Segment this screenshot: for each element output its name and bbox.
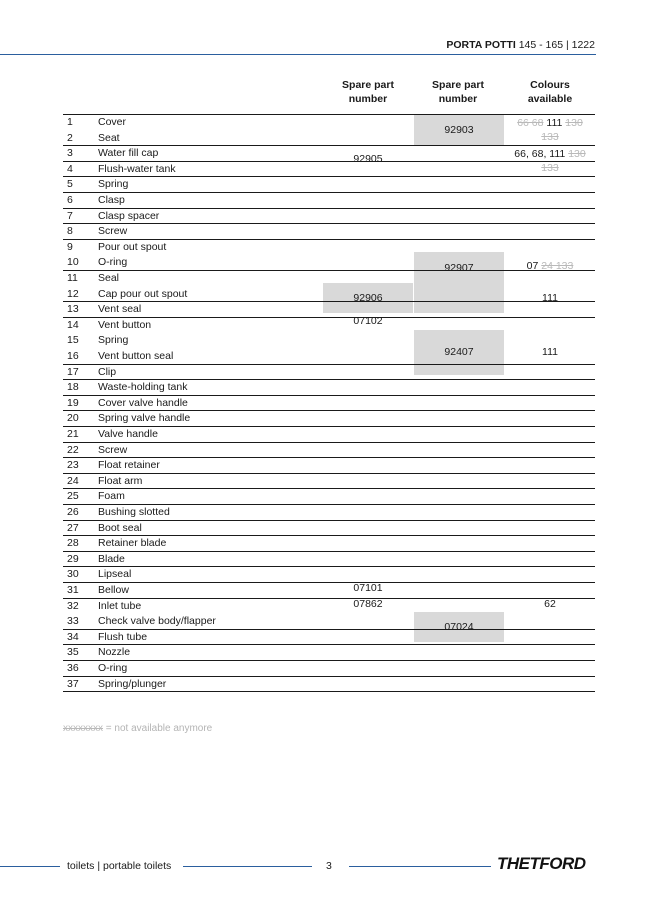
- table-row: [63, 505, 595, 521]
- part-name: Float arm: [98, 474, 143, 487]
- colour-unavailable: 66 68: [517, 117, 544, 129]
- row-rule: [63, 691, 595, 692]
- table-row: [63, 224, 595, 240]
- part-name: Clip: [98, 365, 117, 378]
- part-name: Float retainer: [98, 459, 160, 472]
- part-name: Vent button seal: [98, 350, 174, 362]
- row-rule: [63, 364, 595, 365]
- table-row: [63, 365, 595, 381]
- table-row: [63, 396, 595, 412]
- row-rule: [63, 208, 595, 209]
- part-number: 20: [67, 412, 79, 425]
- part-name: Cap pour out spout: [98, 287, 188, 300]
- table-row: [63, 552, 595, 568]
- colour-unavailable: 133: [541, 162, 559, 174]
- footer-section: toilets | portable toilets: [67, 860, 172, 872]
- part-name: Spring: [98, 334, 129, 347]
- part-name: Boot seal: [98, 521, 142, 534]
- colour-unavailable: 133: [541, 131, 559, 143]
- row-rule: [63, 395, 595, 396]
- part-name: Check valve body/flapper: [98, 615, 216, 628]
- row-rule: [63, 223, 595, 224]
- part-name: Cover valve handle: [98, 396, 188, 409]
- colour-unavailable: 24 133: [541, 260, 574, 272]
- thetford-logo: THETFORD: [497, 854, 586, 873]
- row-rule: [63, 239, 595, 240]
- spare-part-number: 07101: [353, 582, 383, 594]
- product-models: 145 - 165 | 1222: [515, 39, 595, 51]
- colours-cell: [505, 116, 595, 144]
- part-number: 12: [67, 287, 79, 300]
- part-number: 9: [67, 240, 73, 253]
- row-rule: [63, 114, 595, 115]
- part-name: O-ring: [98, 256, 128, 269]
- spare-part-number: 07862: [353, 598, 383, 610]
- spare-part-number: 92407: [444, 346, 474, 358]
- part-number: 21: [67, 428, 79, 440]
- colours-cell: [505, 147, 595, 175]
- part-number: 26: [67, 506, 79, 518]
- part-number: 4: [67, 162, 73, 175]
- header-rule: [0, 54, 596, 55]
- row-rule: [63, 551, 595, 552]
- part-number: 16: [67, 350, 79, 362]
- part-number: 19: [67, 396, 79, 409]
- part-number: 18: [67, 381, 79, 394]
- part-number: 10: [67, 256, 79, 269]
- part-number: 17: [67, 365, 79, 378]
- footer-rule: [0, 866, 60, 867]
- part-name: Flush tube: [98, 630, 148, 643]
- part-number: 28: [67, 537, 79, 550]
- row-rule: [63, 676, 595, 677]
- table-row: [63, 271, 595, 287]
- colours-cell: 111: [542, 346, 558, 358]
- part-number: 27: [67, 521, 79, 534]
- colour-unavailable: 130: [565, 117, 583, 129]
- part-number: 6: [67, 194, 73, 206]
- part-name: Bellow: [98, 584, 129, 596]
- part-name: Spring: [98, 178, 129, 191]
- part-name: Seal: [98, 272, 120, 284]
- row-rule: [63, 379, 595, 380]
- colour-unavailable: 130: [568, 148, 586, 160]
- part-name: Valve handle: [98, 428, 158, 440]
- part-name: Foam: [98, 490, 125, 503]
- spare-part-number: 07024: [444, 621, 474, 633]
- part-number: 3: [67, 147, 73, 160]
- part-name: Retainer blade: [98, 537, 167, 550]
- part-name: Clasp spacer: [98, 209, 160, 222]
- part-number: 24: [67, 474, 79, 487]
- footer-rule: [349, 866, 491, 867]
- page-number: 3: [326, 860, 332, 872]
- part-number: 2: [67, 131, 73, 144]
- table-row: [63, 474, 595, 490]
- spare-part-number: 92906: [353, 292, 383, 304]
- row-rule: [63, 644, 595, 645]
- part-name: Spring valve handle: [98, 412, 191, 425]
- part-name: Spring/plunger: [98, 677, 167, 690]
- table-row: [63, 521, 595, 537]
- table-row: [63, 177, 595, 193]
- table-row: [63, 443, 595, 459]
- product-name: PORTA POTTI: [446, 39, 516, 51]
- part-number: 5: [67, 178, 73, 191]
- table-row: [63, 677, 595, 693]
- row-rule: [63, 504, 595, 505]
- part-name: Blade: [98, 552, 125, 565]
- legend: [63, 723, 212, 734]
- table-row: [63, 427, 595, 443]
- colour-available: 111: [546, 117, 563, 129]
- part-name: Water fill cap: [98, 147, 159, 160]
- part-number: 33: [67, 615, 79, 628]
- legend-sample: xxxxxxxx: [63, 723, 103, 734]
- part-number: 34: [67, 630, 79, 643]
- table-row: [63, 411, 595, 427]
- row-rule: [63, 176, 595, 177]
- table-row: [63, 630, 595, 646]
- colour-available: 07: [526, 260, 539, 272]
- row-rule: [63, 660, 595, 661]
- part-name: Vent button: [98, 318, 152, 331]
- table-row: [63, 536, 595, 552]
- part-name: O-ring: [98, 662, 128, 674]
- part-number: 14: [67, 318, 79, 331]
- colour-available: 66, 68, 111: [514, 148, 566, 160]
- table-row: [63, 380, 595, 396]
- part-number: 15: [67, 334, 79, 347]
- part-name: Flush-water tank: [98, 162, 176, 175]
- part-number: 8: [67, 225, 73, 238]
- table-row: [63, 645, 595, 661]
- row-rule: [63, 566, 595, 567]
- document-title: [446, 39, 595, 51]
- spare-part-number: 92907: [444, 262, 474, 274]
- part-name: Inlet tube: [98, 599, 142, 612]
- legend-text: = not available anymore: [103, 723, 213, 734]
- part-number: 11: [67, 272, 78, 284]
- part-number: 30: [67, 568, 79, 581]
- spare-part-number: 07102: [353, 315, 383, 327]
- table-row: [63, 193, 595, 209]
- part-number: 22: [67, 443, 79, 456]
- table-row: [63, 489, 595, 505]
- column-header-spare-part-a: Spare part number: [342, 79, 394, 105]
- part-number: 7: [67, 209, 73, 222]
- row-rule: [63, 426, 595, 427]
- spare-part-number: 92905: [353, 153, 383, 165]
- part-name: Screw: [98, 443, 128, 456]
- row-rule: [63, 457, 595, 458]
- spare-part-number: 92903: [444, 124, 474, 136]
- colours-cell: 62: [544, 598, 556, 610]
- row-rule: [63, 473, 595, 474]
- part-name: Pour out spout: [98, 240, 167, 253]
- part-name: Cover: [98, 116, 127, 128]
- part-number: 25: [67, 490, 79, 503]
- row-rule: [63, 535, 595, 536]
- part-number: 13: [67, 303, 79, 316]
- footer-rule: [183, 866, 312, 867]
- part-name: Nozzle: [98, 646, 131, 659]
- colours-cell: 111: [542, 292, 558, 304]
- part-number: 1: [67, 116, 73, 128]
- part-name: Seat: [98, 131, 120, 144]
- part-name: Vent seal: [98, 303, 142, 316]
- part-name: Lipseal: [98, 568, 132, 581]
- part-number: 35: [67, 646, 79, 659]
- row-rule: [63, 488, 595, 489]
- part-name: Bushing slotted: [98, 506, 170, 518]
- part-number: 36: [67, 662, 79, 674]
- part-number: 32: [67, 599, 79, 612]
- part-name: Waste-holding tank: [98, 381, 188, 394]
- row-rule: [63, 520, 595, 521]
- row-rule: [63, 410, 595, 411]
- part-number: 23: [67, 459, 79, 472]
- part-number: 29: [67, 552, 79, 565]
- column-header-colours: Colours available: [527, 79, 573, 105]
- row-rule: [63, 442, 595, 443]
- colours-cell: [505, 260, 595, 272]
- row-rule: [63, 629, 595, 630]
- part-number: 37: [67, 677, 79, 690]
- table-row: [63, 661, 595, 677]
- table-row: [63, 240, 595, 256]
- part-name: Screw: [98, 225, 128, 238]
- table-row: [63, 458, 595, 474]
- row-rule: [63, 192, 595, 193]
- table-row: [63, 567, 595, 583]
- column-header-spare-part-b: Spare part number: [432, 79, 484, 105]
- table-row: [63, 614, 595, 630]
- part-number: 31: [67, 584, 79, 596]
- table-row: [63, 209, 595, 225]
- part-name: Clasp: [98, 194, 125, 206]
